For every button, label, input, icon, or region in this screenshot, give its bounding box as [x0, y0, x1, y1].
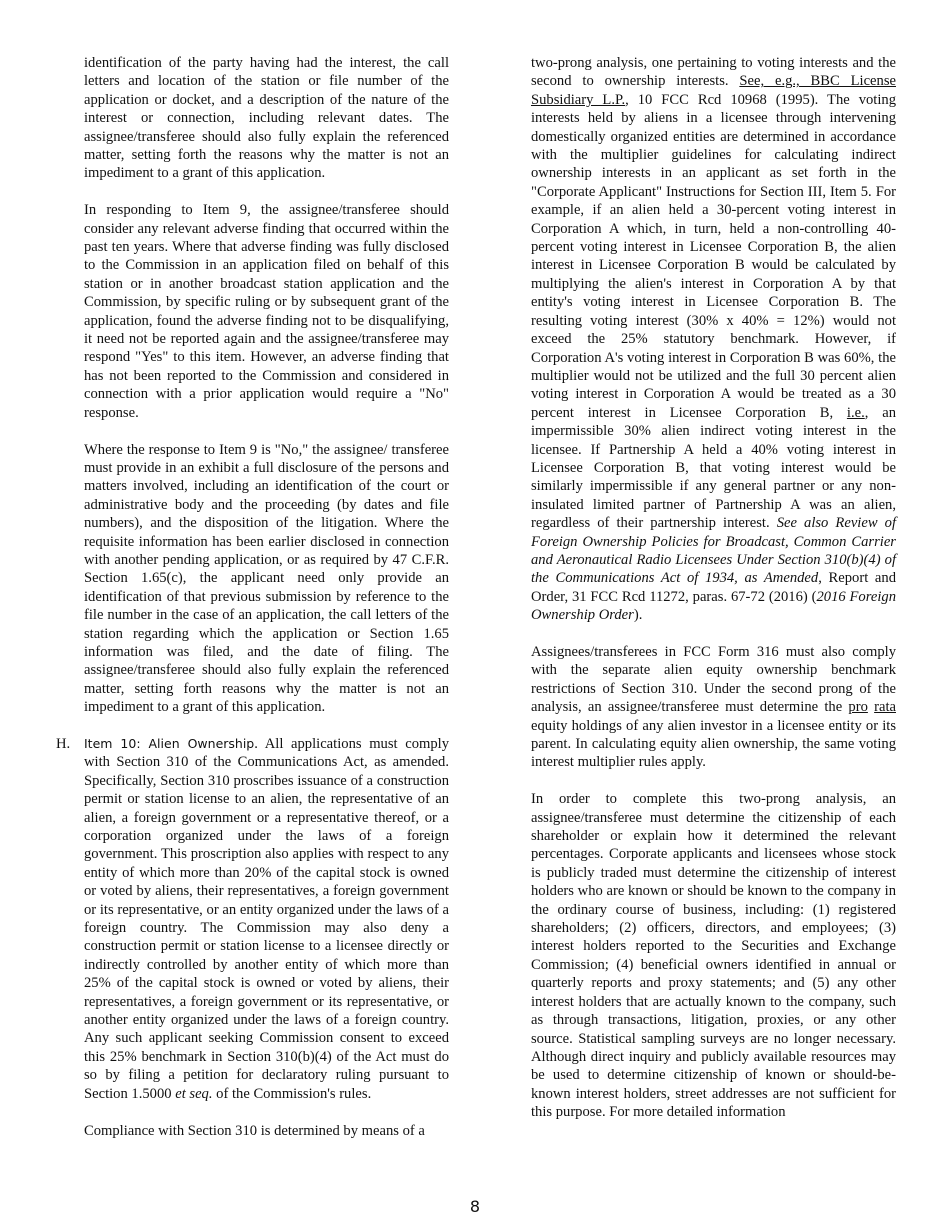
text-run: , Report and Order, 31 FCC Rcd 11272, paras. 67-72 (2016) (: [531, 570, 896, 605]
ie-abbrev: i.e.: [846, 404, 865, 421]
right-paragraph-equity: [531, 643, 896, 772]
text-run: , an impermissible 30% alien indirect voting interest in the licensee. If Partnership A held a 40% voting interest in Licensee Corporation B, that voting interest would be similarly impermissible if any general partner or any non-insulated limited partner of Partnership A was an alien, regardless of their partnership interest.: [531, 404, 896, 532]
text-run: two-prong analysis, one pertaining to voting interests and the second to ownership interests.: [531, 55, 896, 90]
page-number: 8: [469, 1197, 481, 1216]
text-run: , 10 FCC Rcd 10968 (1995). The voting interests held by aliens in a licensee through intervening domestically organized entities are determined in accordance with the multiplier guidelines for calculating indirect ownership interests in an applicant as set forth in the "Corporate Applicant" Instructions for Section III, Item 5. For example, if an alien held a 30-percent voting interest in Corporation A which, in turn, held a non-controlling 40-percent voting interest in Licensee Corporation B, the alien interest in Licensee Corporation B would be calculated by multiplying the alien's interest in Corporation A by that entity's voting interest in Licensee Corporation B. The resulting voting interest (30% x 40% = 12%) would not exceed the 25% statutory benchmark. However, if Corporation A's voting interest in Corporation B was 60%, the multiplier would not be utilized and the full 30 percent alien voting interest in Corporation A would be treated as a 30 percent interest in Licensee Corporation B,: [531, 91, 896, 421]
bbc-citation: See, e.g., BBC License Subsidiary L.P.: [531, 73, 896, 108]
right-paragraph-citizenship: In order to complete this two-prong analysis, an assignee/transferee must determine the citizenship of each shareholder or explain how it determined the relevant percentages. Corporate applicants and licensees whose stock is publicly traded must determine the citizenship of interest holders who are known or should be known to the company in the ordinary course of business, including: (1) registered shareholders; (2) officers, directors, and employees; (3) interest holders reported to the Securities and Exchange Commission; (4) beneficial owners identified in annual or quarterly reports and proxy statements; and (5) any other interest holders that are actually known to the company, such as through transactions, litigation, proxies, or any other source. Statistical sampling surveys are no longer necessary. Although direct inquiry and publicly available resources may be used to determine citizenship of known or should-be-known interest holders, street addresses are not sufficient for this purpose. For more detailed information: [531, 791, 896, 1121]
item-10-end: of the Commission's rules.: [212, 1085, 372, 1102]
left-paragraph-item-9-response: In responding to Item 9, the assignee/transferee should consider any relevant adverse finding that occurred within the past ten years. Where that adverse finding was fully disclosed to the Commission in an application filed on behalf of this station or in another broadcast station application and the Commission, by specific ruling or by subsequent grant of the application, found the adverse finding not to be disqualifying, it need not be reported again and the assignee/transferee may respond "Yes" to this item. However, an adverse finding that has not been reported to the Commission and considered in connection with a prior application would require a "No" response.: [84, 202, 449, 421]
rata-word: rata: [874, 699, 896, 716]
text-run: Assignees/transferees in FCC Form 316 must also comply with the separate alien equity ownership benchmark restrictions of Section 310. Under the second prong of the analysis, an assignee/transferee must determine the: [531, 643, 896, 716]
left-paragraph-1: identification of the party having had the interest, the call letters and location of the station or file number of the application or docket, and a description of the nature of the interest or connection, including relevant dates. The assignee/transferee should also fully explain the referenced matter, setting forth the reasons why the matter is not an impediment to a grant of this application.: [84, 55, 449, 182]
left-column: [56, 54, 449, 1158]
left-paragraph-item-9-no: Where the response to Item 9 is "No," the assignee/ transferee must provide in an exhibit a full disclosure of the persons and matters involved, including an identification of the court or administrative body and the proceeding (by dates and file numbers), and the disposition of the litigation. Where the requisite information has been earlier disclosed in connection with another pending application, or as required by 47 C.F.R. Section 1.65(c), the applicant need only provide an identification of that previous submission by reference to the file number in the case of an application, the call letters of the station regarding which the application or Section 1.65 information was filed, and the date of filing. The assignee/transferee should also fully explain the referenced matter, setting forth reasons why the matter is not an impediment to a grant of this application.: [84, 441, 449, 716]
item-10-alien-ownership: [56, 735, 449, 1103]
pro-word: pro: [848, 699, 868, 716]
item-10-title: Item 10: Alien Ownership: [84, 735, 255, 751]
order-citation: 2016 Foreign Ownership Order: [531, 588, 896, 624]
right-column: [531, 54, 896, 1140]
item-10-body: . All applications must comply with Section 310 of the Communications Act, as amended. Specifically, Section 310 proscribes issuance of a construction permit or station license to an alien, the representative of an alien, a foreign government or a representative thereof, or a corporation organized under the laws of a foreign government. This proscription also applies with respect to any entity of which more than 20% of the capital stock is owned or voted by aliens, their representatives, a foreign government or its representative, or an entity organized under the laws of a foreign country. The Commission may also deny a construction permit or station license to a licensee directly or indirectly controlled by another entity of which more than 25% of the capital stock is owned or voted by aliens, their representatives, a foreign government or its representative, or another entity organized under the laws of a foreign country. Any such applicant seeking Commission consent to exceed this 25% benchmark in Section 310(b)(4) of the Act must do so by filing a petition for declaratory ruling pursuant to Section 1.5000: [84, 735, 449, 1102]
text-run: ).: [633, 607, 643, 624]
text-run: equity holdings of any alien investor in a licensee entity or its parent. In calculating equity alien ownership, the same voting interest multiplier rules apply.: [531, 717, 896, 771]
item-h-marker: H.: [56, 735, 71, 752]
left-paragraph-compliance: Compliance with Section 310 is determined by means of a: [84, 1122, 425, 1139]
right-paragraph-voting-interests: [531, 54, 896, 625]
et-seq: et seq.: [175, 1085, 213, 1102]
review-citation: See also Review of Foreign Ownership Policies for Broadcast, Common Carrier and Aeronautical Radio Licensees Under Section 310(b)(4) of the Communications Act of 1934, as Amended: [531, 515, 896, 587]
